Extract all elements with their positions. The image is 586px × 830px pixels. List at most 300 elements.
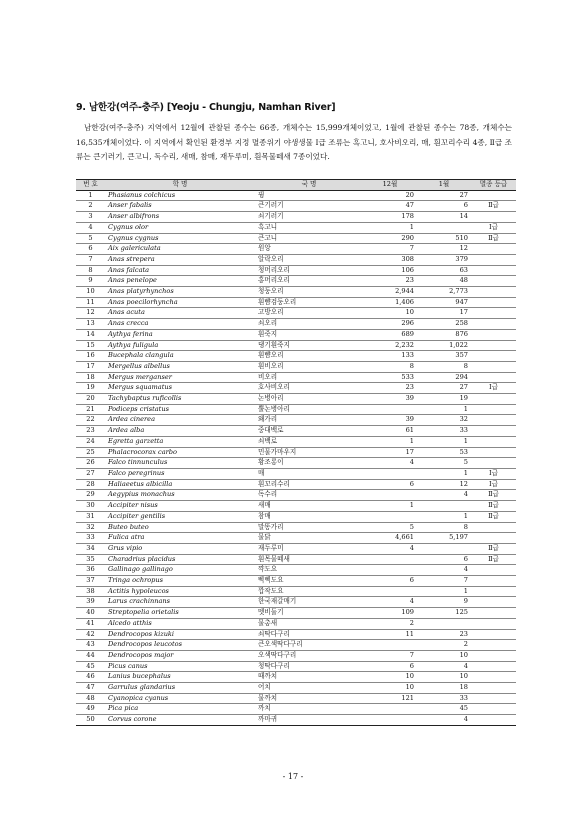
cell-scientific-name: Aix galericulata xyxy=(105,244,255,255)
cell-scientific-name: Dendrocopos kizuki xyxy=(105,629,255,640)
cell-january: 45 xyxy=(417,704,471,715)
cell-no: 49 xyxy=(76,704,105,715)
table-row xyxy=(76,244,516,255)
cell-korean-name: 홍머리오리 xyxy=(255,276,363,287)
cell-scientific-name: Haliaeetus albicilla xyxy=(105,479,255,490)
cell-no: 38 xyxy=(76,586,105,597)
cell-korean-name: 큰기러기 xyxy=(255,201,363,212)
cell-december xyxy=(363,511,417,522)
cell-scientific-name: Buteo buteo xyxy=(105,522,255,533)
cell-grade xyxy=(471,586,516,597)
cell-korean-name: 원앙 xyxy=(255,244,363,255)
cell-december: 4 xyxy=(363,597,417,608)
cell-grade xyxy=(471,436,516,447)
cell-no: 32 xyxy=(76,522,105,533)
cell-grade: Ⅰ급 xyxy=(471,479,516,490)
cell-january: 1 xyxy=(417,511,471,522)
cell-grade: Ⅱ급 xyxy=(471,233,516,244)
cell-december: 10 xyxy=(363,672,417,683)
table-row xyxy=(76,222,516,233)
table-row xyxy=(76,715,516,726)
cell-december xyxy=(363,565,417,576)
cell-no: 9 xyxy=(76,276,105,287)
cell-no: 11 xyxy=(76,297,105,308)
cell-grade xyxy=(471,287,516,298)
table-row xyxy=(76,404,516,415)
cell-december xyxy=(363,640,417,651)
cell-december: 5 xyxy=(363,522,417,533)
cell-no: 23 xyxy=(76,426,105,437)
table-row xyxy=(76,672,516,683)
cell-january: 1 xyxy=(417,404,471,415)
table-row xyxy=(76,543,516,554)
cell-no: 39 xyxy=(76,597,105,608)
cell-korean-name: 흰뺨검둥오리 xyxy=(255,297,363,308)
table-row xyxy=(76,201,516,212)
cell-grade: Ⅰ급 xyxy=(471,468,516,479)
cell-december xyxy=(363,715,417,726)
cell-december: 39 xyxy=(363,394,417,405)
cell-january: 4 xyxy=(417,490,471,501)
cell-grade xyxy=(471,329,516,340)
cell-no: 35 xyxy=(76,554,105,565)
cell-december: 178 xyxy=(363,212,417,223)
table-row xyxy=(76,693,516,704)
table-row xyxy=(76,629,516,640)
cell-grade xyxy=(471,672,516,683)
cell-no: 8 xyxy=(76,265,105,276)
cell-no: 24 xyxy=(76,436,105,447)
cell-no: 27 xyxy=(76,468,105,479)
cell-january: 1 xyxy=(417,436,471,447)
cell-january: 5,197 xyxy=(417,533,471,544)
table-row xyxy=(76,608,516,619)
table-row xyxy=(76,522,516,533)
table-row xyxy=(76,490,516,501)
table-row xyxy=(76,351,516,362)
cell-january xyxy=(417,543,471,554)
cell-no: 31 xyxy=(76,511,105,522)
cell-grade xyxy=(471,340,516,351)
cell-december: 2,232 xyxy=(363,340,417,351)
cell-korean-name: 물까치 xyxy=(255,693,363,704)
cell-january xyxy=(417,222,471,233)
cell-scientific-name: Aythya ferina xyxy=(105,329,255,340)
cell-korean-name: 꿩 xyxy=(255,190,363,201)
cell-grade xyxy=(471,640,516,651)
table-row xyxy=(76,233,516,244)
cell-korean-name: 삑삑도요 xyxy=(255,576,363,587)
cell-january: 1 xyxy=(417,586,471,597)
cell-korean-name: 때까치 xyxy=(255,672,363,683)
cell-korean-name: 논병아리 xyxy=(255,394,363,405)
cell-no: 22 xyxy=(76,415,105,426)
cell-scientific-name: Anser fabalis xyxy=(105,201,255,212)
cell-january: 1,022 xyxy=(417,340,471,351)
cell-scientific-name: Fulica atra xyxy=(105,533,255,544)
cell-december: 290 xyxy=(363,233,417,244)
cell-grade xyxy=(471,618,516,629)
cell-no: 3 xyxy=(76,212,105,223)
cell-korean-name: 청딱다구리 xyxy=(255,661,363,672)
cell-korean-name: 쇠오리 xyxy=(255,319,363,330)
cell-grade: Ⅱ급 xyxy=(471,554,516,565)
cell-december: 4,661 xyxy=(363,533,417,544)
cell-korean-name: 독수리 xyxy=(255,490,363,501)
table-row xyxy=(76,426,516,437)
cell-no: 5 xyxy=(76,233,105,244)
table-row xyxy=(76,361,516,372)
cell-korean-name: 댕기흰죽지 xyxy=(255,340,363,351)
cell-grade xyxy=(471,212,516,223)
cell-january: 23 xyxy=(417,629,471,640)
cell-scientific-name: Ardea cinerea xyxy=(105,415,255,426)
cell-december: 7 xyxy=(363,650,417,661)
cell-korean-name: 흰뺨오리 xyxy=(255,351,363,362)
cell-korean-name: 쇠백로 xyxy=(255,436,363,447)
table-row xyxy=(76,533,516,544)
cell-grade: Ⅱ급 xyxy=(471,511,516,522)
cell-december xyxy=(363,586,417,597)
cell-grade xyxy=(471,244,516,255)
cell-scientific-name: Anas penelope xyxy=(105,276,255,287)
cell-january xyxy=(417,618,471,629)
cell-grade xyxy=(471,693,516,704)
cell-grade xyxy=(471,522,516,533)
header-scientific-name: 학 명 xyxy=(105,180,255,191)
cell-december: 1,406 xyxy=(363,297,417,308)
cell-january: 125 xyxy=(417,608,471,619)
cell-january: 1 xyxy=(417,468,471,479)
cell-korean-name: 물닭 xyxy=(255,533,363,544)
cell-grade xyxy=(471,190,516,201)
table-row xyxy=(76,447,516,458)
cell-january: 258 xyxy=(417,319,471,330)
cell-december: 10 xyxy=(363,308,417,319)
cell-korean-name: 꺅도요 xyxy=(255,565,363,576)
cell-scientific-name: Lanius bucephalus xyxy=(105,672,255,683)
cell-scientific-name: Garrulus glandarius xyxy=(105,683,255,694)
cell-no: 34 xyxy=(76,543,105,554)
cell-january: 33 xyxy=(417,693,471,704)
cell-korean-name: 한국재갈매기 xyxy=(255,597,363,608)
cell-january: 27 xyxy=(417,383,471,394)
cell-scientific-name: Streptopelia orietalis xyxy=(105,608,255,619)
cell-korean-name: 청둥오리 xyxy=(255,287,363,298)
cell-no: 46 xyxy=(76,672,105,683)
header-endangered-grade: 멸종 등급 xyxy=(471,180,516,191)
table-row xyxy=(76,190,516,201)
cell-korean-name: 까마귀 xyxy=(255,715,363,726)
cell-scientific-name: Falco tinnunculus xyxy=(105,458,255,469)
cell-january: 2,773 xyxy=(417,287,471,298)
cell-december: 1 xyxy=(363,501,417,512)
cell-scientific-name: Cygnus cygnus xyxy=(105,233,255,244)
cell-scientific-name: Cyanopica cyanus xyxy=(105,693,255,704)
cell-grade xyxy=(471,576,516,587)
cell-no: 26 xyxy=(76,458,105,469)
cell-korean-name: 왜가리 xyxy=(255,415,363,426)
cell-no: 43 xyxy=(76,640,105,651)
cell-no: 18 xyxy=(76,372,105,383)
cell-korean-name: 알락오리 xyxy=(255,254,363,265)
cell-korean-name: 오색딱다구리 xyxy=(255,650,363,661)
cell-scientific-name: Actitis hypoleucos xyxy=(105,586,255,597)
cell-december: 6 xyxy=(363,661,417,672)
cell-scientific-name: Mergus merganser xyxy=(105,372,255,383)
table-row xyxy=(76,511,516,522)
cell-scientific-name: Picus canus xyxy=(105,661,255,672)
cell-grade xyxy=(471,308,516,319)
cell-december: 17 xyxy=(363,447,417,458)
table-row xyxy=(76,254,516,265)
table-header-row xyxy=(76,180,516,191)
cell-grade: Ⅱ급 xyxy=(471,201,516,212)
intro-paragraph: 남한강(여주-충주) 지역에서 12월에 관찰된 종수는 66종, 개체수는 15,999개체이었고, 1월에 관찰된 종수는 78종, 개체수는 16,535개체이었다. 이 지역에서 확인된 환경부 지정 멸종위기 야생생물 Ⅰ급 조류는 흑고니, 호사비오리, 매, 흰꼬리수리 4종, Ⅱ급 조류는 큰기러기, 큰고니, 독수리, 새매, 참매, 재두루미, 흰목물떼새 7종이었다. xyxy=(76,123,512,161)
table-row xyxy=(76,576,516,587)
cell-grade xyxy=(471,533,516,544)
cell-december: 2,944 xyxy=(363,287,417,298)
cell-grade xyxy=(471,276,516,287)
cell-no: 4 xyxy=(76,222,105,233)
cell-december: 296 xyxy=(363,319,417,330)
cell-no: 50 xyxy=(76,715,105,726)
cell-korean-name: 까치 xyxy=(255,704,363,715)
cell-scientific-name: Anas strepera xyxy=(105,254,255,265)
cell-grade xyxy=(471,629,516,640)
cell-december: 23 xyxy=(363,383,417,394)
cell-scientific-name: Dendrocopos major xyxy=(105,650,255,661)
table-row xyxy=(76,683,516,694)
cell-scientific-name: Anas crecca xyxy=(105,319,255,330)
cell-december: 4 xyxy=(363,458,417,469)
cell-january: 32 xyxy=(417,415,471,426)
table-row xyxy=(76,554,516,565)
cell-grade xyxy=(471,394,516,405)
cell-korean-name: 민물가마우지 xyxy=(255,447,363,458)
cell-december xyxy=(363,468,417,479)
cell-no: 36 xyxy=(76,565,105,576)
cell-december: 121 xyxy=(363,693,417,704)
cell-january: 4 xyxy=(417,565,471,576)
cell-no: 2 xyxy=(76,201,105,212)
cell-no: 21 xyxy=(76,404,105,415)
cell-scientific-name: Falco peregrinus xyxy=(105,468,255,479)
cell-no: 13 xyxy=(76,319,105,330)
cell-no: 37 xyxy=(76,576,105,587)
table-row xyxy=(76,394,516,405)
cell-december: 689 xyxy=(363,329,417,340)
cell-december: 7 xyxy=(363,244,417,255)
cell-december: 1 xyxy=(363,436,417,447)
cell-grade xyxy=(471,608,516,619)
cell-december: 61 xyxy=(363,426,417,437)
cell-december: 39 xyxy=(363,415,417,426)
table-row xyxy=(76,650,516,661)
table-row xyxy=(76,329,516,340)
cell-korean-name: 새매 xyxy=(255,501,363,512)
cell-grade: Ⅱ급 xyxy=(471,543,516,554)
cell-january: 510 xyxy=(417,233,471,244)
cell-korean-name: 큰오색딱다구리 xyxy=(255,640,363,651)
table-row xyxy=(76,287,516,298)
table-row xyxy=(76,565,516,576)
cell-scientific-name: Larus crachinnans xyxy=(105,597,255,608)
cell-korean-name: 멧비둘기 xyxy=(255,608,363,619)
cell-korean-name: 참매 xyxy=(255,511,363,522)
cell-scientific-name: Egretta garzetta xyxy=(105,436,255,447)
cell-grade: Ⅰ급 xyxy=(471,222,516,233)
cell-december: 6 xyxy=(363,479,417,490)
cell-january: 2 xyxy=(417,640,471,651)
cell-scientific-name: Aythya fuligula xyxy=(105,340,255,351)
cell-december: 8 xyxy=(363,361,417,372)
cell-no: 20 xyxy=(76,394,105,405)
cell-january: 357 xyxy=(417,351,471,362)
cell-no: 6 xyxy=(76,244,105,255)
cell-korean-name: 흰비오리 xyxy=(255,361,363,372)
cell-korean-name: 고방오리 xyxy=(255,308,363,319)
cell-scientific-name: Cygnus olor xyxy=(105,222,255,233)
header-december: 12월 xyxy=(363,180,417,191)
cell-january: 8 xyxy=(417,522,471,533)
cell-scientific-name: Phalacrocorax carbo xyxy=(105,447,255,458)
table-row xyxy=(76,276,516,287)
table-row xyxy=(76,661,516,672)
cell-korean-name: 호사비오리 xyxy=(255,383,363,394)
cell-no: 45 xyxy=(76,661,105,672)
cell-december: 47 xyxy=(363,201,417,212)
cell-december: 10 xyxy=(363,683,417,694)
page-number: - 17 - xyxy=(282,772,304,781)
cell-grade xyxy=(471,319,516,330)
cell-scientific-name: Corvus corone xyxy=(105,715,255,726)
cell-grade xyxy=(471,415,516,426)
table-body xyxy=(76,190,516,725)
header-korean-name: 국 명 xyxy=(255,180,363,191)
cell-no: 29 xyxy=(76,490,105,501)
cell-scientific-name: Anas acuta xyxy=(105,308,255,319)
cell-grade xyxy=(471,372,516,383)
cell-grade xyxy=(471,661,516,672)
cell-december: 308 xyxy=(363,254,417,265)
cell-korean-name: 어치 xyxy=(255,683,363,694)
cell-december: 20 xyxy=(363,190,417,201)
cell-scientific-name: Aegypius monachus xyxy=(105,490,255,501)
cell-no: 28 xyxy=(76,479,105,490)
cell-korean-name: 매 xyxy=(255,468,363,479)
cell-korean-name: 재두루미 xyxy=(255,543,363,554)
cell-no: 41 xyxy=(76,618,105,629)
cell-korean-name: 흰목물떼새 xyxy=(255,554,363,565)
table-row xyxy=(76,479,516,490)
cell-january xyxy=(417,501,471,512)
cell-december: 2 xyxy=(363,618,417,629)
cell-january: 876 xyxy=(417,329,471,340)
cell-january: 18 xyxy=(417,683,471,694)
cell-korean-name: 말똥가리 xyxy=(255,522,363,533)
cell-december: 109 xyxy=(363,608,417,619)
cell-scientific-name: Dendrocopos leucotos xyxy=(105,640,255,651)
cell-grade xyxy=(471,458,516,469)
cell-grade xyxy=(471,404,516,415)
cell-korean-name: 흑고니 xyxy=(255,222,363,233)
cell-grade xyxy=(471,447,516,458)
cell-january: 48 xyxy=(417,276,471,287)
table-row xyxy=(76,586,516,597)
table-row xyxy=(76,597,516,608)
cell-january: 8 xyxy=(417,361,471,372)
cell-no: 14 xyxy=(76,329,105,340)
cell-december xyxy=(363,704,417,715)
table-row xyxy=(76,458,516,469)
cell-scientific-name: Anas poecilorhyncha xyxy=(105,297,255,308)
cell-scientific-name: Anser albifrons xyxy=(105,212,255,223)
cell-no: 33 xyxy=(76,533,105,544)
cell-grade xyxy=(471,565,516,576)
table-row xyxy=(76,297,516,308)
table-row xyxy=(76,319,516,330)
cell-january: 53 xyxy=(417,447,471,458)
cell-grade xyxy=(471,597,516,608)
cell-january: 5 xyxy=(417,458,471,469)
cell-january: 4 xyxy=(417,661,471,672)
cell-grade xyxy=(471,351,516,362)
cell-grade xyxy=(471,265,516,276)
table-row xyxy=(76,212,516,223)
cell-january: 7 xyxy=(417,576,471,587)
cell-no: 44 xyxy=(76,650,105,661)
cell-korean-name: 물총새 xyxy=(255,618,363,629)
cell-grade xyxy=(471,683,516,694)
cell-december xyxy=(363,554,417,565)
table-row xyxy=(76,265,516,276)
cell-grade: Ⅰ급 xyxy=(471,383,516,394)
cell-january: 947 xyxy=(417,297,471,308)
cell-grade xyxy=(471,426,516,437)
cell-grade xyxy=(471,704,516,715)
cell-no: 25 xyxy=(76,447,105,458)
section-heading: 9. 남한강(여주-충주) [Yeoju - Chungju, Namhan River] xyxy=(76,102,336,113)
cell-december: 11 xyxy=(363,629,417,640)
cell-january: 19 xyxy=(417,394,471,405)
cell-january: 12 xyxy=(417,244,471,255)
cell-korean-name: 쇠딱다구리 xyxy=(255,629,363,640)
cell-grade xyxy=(471,650,516,661)
cell-january: 14 xyxy=(417,212,471,223)
cell-january: 6 xyxy=(417,201,471,212)
cell-scientific-name: Phasianus colchicus xyxy=(105,190,255,201)
cell-no: 30 xyxy=(76,501,105,512)
cell-scientific-name: Accipiter gentilis xyxy=(105,511,255,522)
cell-korean-name: 흰죽지 xyxy=(255,329,363,340)
cell-grade: Ⅱ급 xyxy=(471,501,516,512)
cell-scientific-name: Tachybaptus ruficollis xyxy=(105,394,255,405)
cell-scientific-name: Podiceps cristatus xyxy=(105,404,255,415)
cell-grade xyxy=(471,254,516,265)
cell-korean-name: 황조롱이 xyxy=(255,458,363,469)
cell-korean-name: 비오리 xyxy=(255,372,363,383)
cell-no: 19 xyxy=(76,383,105,394)
cell-december: 6 xyxy=(363,576,417,587)
cell-no: 7 xyxy=(76,254,105,265)
cell-january: 33 xyxy=(417,426,471,437)
cell-no: 47 xyxy=(76,683,105,694)
cell-january: 12 xyxy=(417,479,471,490)
cell-december xyxy=(363,490,417,501)
header-no: 번 호 xyxy=(76,180,105,191)
cell-december: 1 xyxy=(363,222,417,233)
